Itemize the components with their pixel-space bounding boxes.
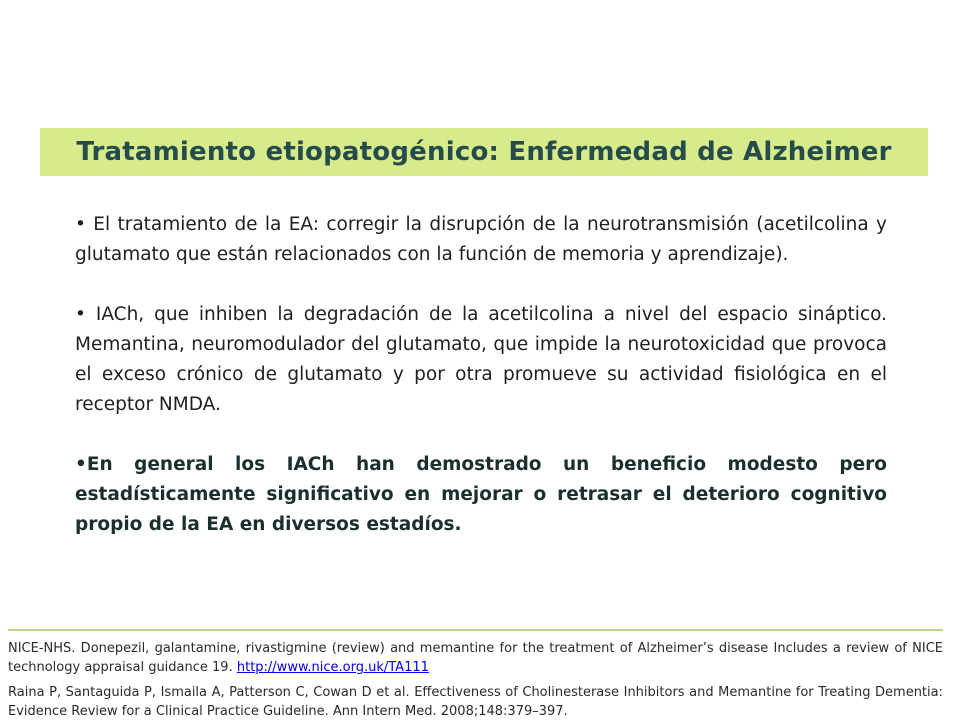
bullet-list <box>75 210 887 540</box>
bullet-marker: • <box>75 454 87 475</box>
bullet-item <box>75 210 887 270</box>
reference-item <box>8 683 943 720</box>
bullet-text: IACh, que inhiben la degradación de la acetilcolina a nivel del espacio sináptico. Memantina, neuromodulador del glutamato, que impide la neurotoxicidad que provoca el exceso crónico de glutamato y por otra promueve su actividad fisiológica en el receptor NMDA. <box>75 304 887 415</box>
reference-link[interactable]: http://www.nice.org.uk/TA111 <box>236 660 429 675</box>
reference-item <box>8 639 943 677</box>
title-banner <box>40 128 928 176</box>
reference-text: Raina P, Santaguida P, Ismaila A, Patterson C, Cowan D et al. Effectiveness of Cholinesterase Inhibitors and Memantine for Treating Dementia: Evidence Review for a Clinical Practice Guideline. Ann Intern Med. 2008;148:379–397. <box>8 685 943 719</box>
bullet-marker: • <box>75 214 86 235</box>
reference-text: NICE-NHS. Donepezil, galantamine, rivastigmine (review) and memantine for the treatment of Alzheimer’s disease Includes a review of NICE technology appraisal guidance 19. <box>8 641 943 675</box>
page-title: Tratamiento etiopatogénico: Enfermedad de Alzheimer <box>76 137 892 167</box>
bullet-item <box>75 300 887 420</box>
bullet-text: En general los IACh han demostrado un beneficio modesto pero estadísticamente significativo en mejorar o retrasar el deterioro cognitivo propio de la EA en diversos estadíos. <box>75 454 887 535</box>
bullet-item-highlight <box>75 450 887 540</box>
bullet-text: El tratamiento de la EA: corregir la disrupción de la neurotransmisión (acetilcolina y glutamato que están relacionados con la función de memoria y aprendizaje). <box>75 214 887 265</box>
bullet-marker: • <box>75 304 86 325</box>
references <box>8 629 943 720</box>
